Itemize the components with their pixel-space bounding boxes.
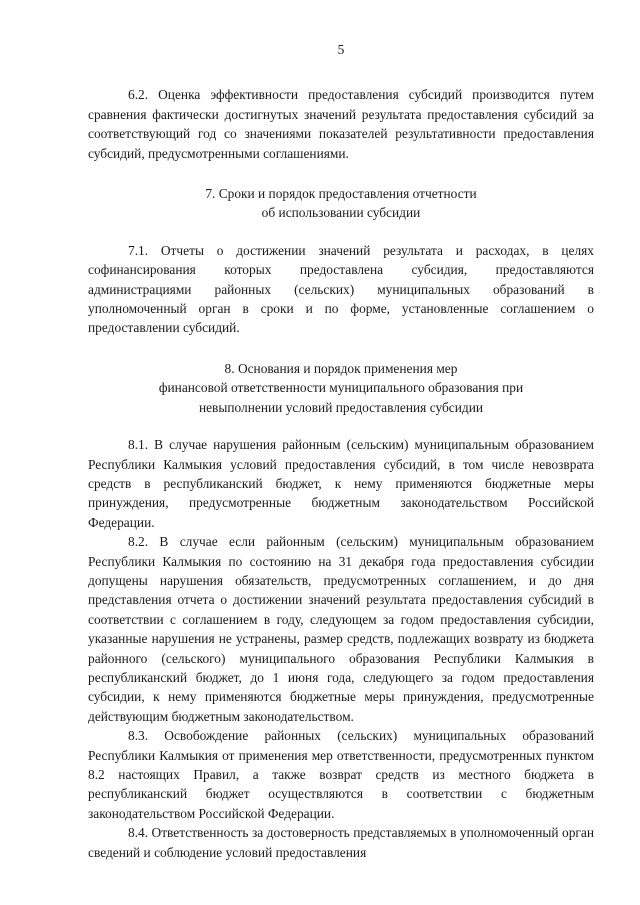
paragraph-6-2: 6.2. Оценка эффективности предоставления субсидий производится путем сравнения фактически достигнутых значений результата предоставления субсидий за соответствующий год со значениями показателей результативности предоставления субсидий, предусмотренными соглашениями. — [88, 87, 594, 161]
page-number: 5 — [337, 42, 345, 57]
section-8-heading-line-1: 8. Основания и порядок применения мер — [224, 360, 458, 376]
section-7 — [88, 184, 594, 338]
paragraph-8-1: 8.1. В случае нарушения районным (сельским) муниципальным образованием Республики Калмыкия условий предоставления субсидий, в том числе невозврата средств в республиканский бюджет, к нему применяются бюджетные меры принуждения, предусмотренные бюджетным законодательством Российской Федерации. — [88, 437, 594, 530]
section-7-heading-line-1: 7. Сроки и порядок предоставления отчетности — [205, 186, 477, 202]
section-7-heading-line-2: об использовании субсидии — [261, 205, 421, 221]
paragraph-8-2: 8.2. В случае если районным (сельским) муниципальным образованием Республики Калмыкия по состоянию на 31 декабря года предоставления субсидии допущены нарушения обязательств, предусмотренных соглашением, и до дня представления отчета о достижении значений результата предоставления субсидий в соответствии с соглашением в году, следующем за годом предоставления субсидии, указанные нарушения не устранены, размер средств, подлежащих возврату из бюджета районного (сельского) муниципального образования Республики Калмыкия в республиканский бюджет, до 1 июня года, следующего за годом предоставления субсидии, к нему применяются бюджетные меры принуждения, предусмотренные действующим бюджетным законодательством. — [88, 534, 594, 724]
section-8-heading-line-2: финансовой ответственности муниципального образования при — [158, 380, 524, 396]
section-8 — [88, 359, 594, 862]
section-6 — [88, 85, 594, 163]
section-7-heading — [88, 184, 594, 223]
paragraph-8-3: 8.3. Освобождение районных (сельских) муниципальных образований Республики Калмыкия от применения мер ответственности, предусмотренных пунктом 8.2 настоящих Правил, а также возврат средств из местного бюджета в республиканский бюджет осуществляются в соответствии с бюджетным законодательством Российской Федерации. — [88, 728, 594, 821]
section-8-heading — [88, 359, 594, 417]
document-page — [88, 40, 594, 862]
paragraph-8-4: 8.4. Ответственность за достоверность представляемых в уполномоченный орган сведений и соблюдение условий предоставления — [88, 825, 594, 860]
section-8-heading-line-3: невыполнении условий предоставления субсидии — [198, 399, 484, 415]
paragraph-7-1: 7.1. Отчеты о достижении значений результата и расходах, в целях софинансирования которых предоставлена субсидия, предоставляются администрациями районных (сельских) муниципальных образований в уполномоченный орган в сроки и по форме, установленные соглашением о предоставлении субсидий. — [88, 242, 594, 336]
